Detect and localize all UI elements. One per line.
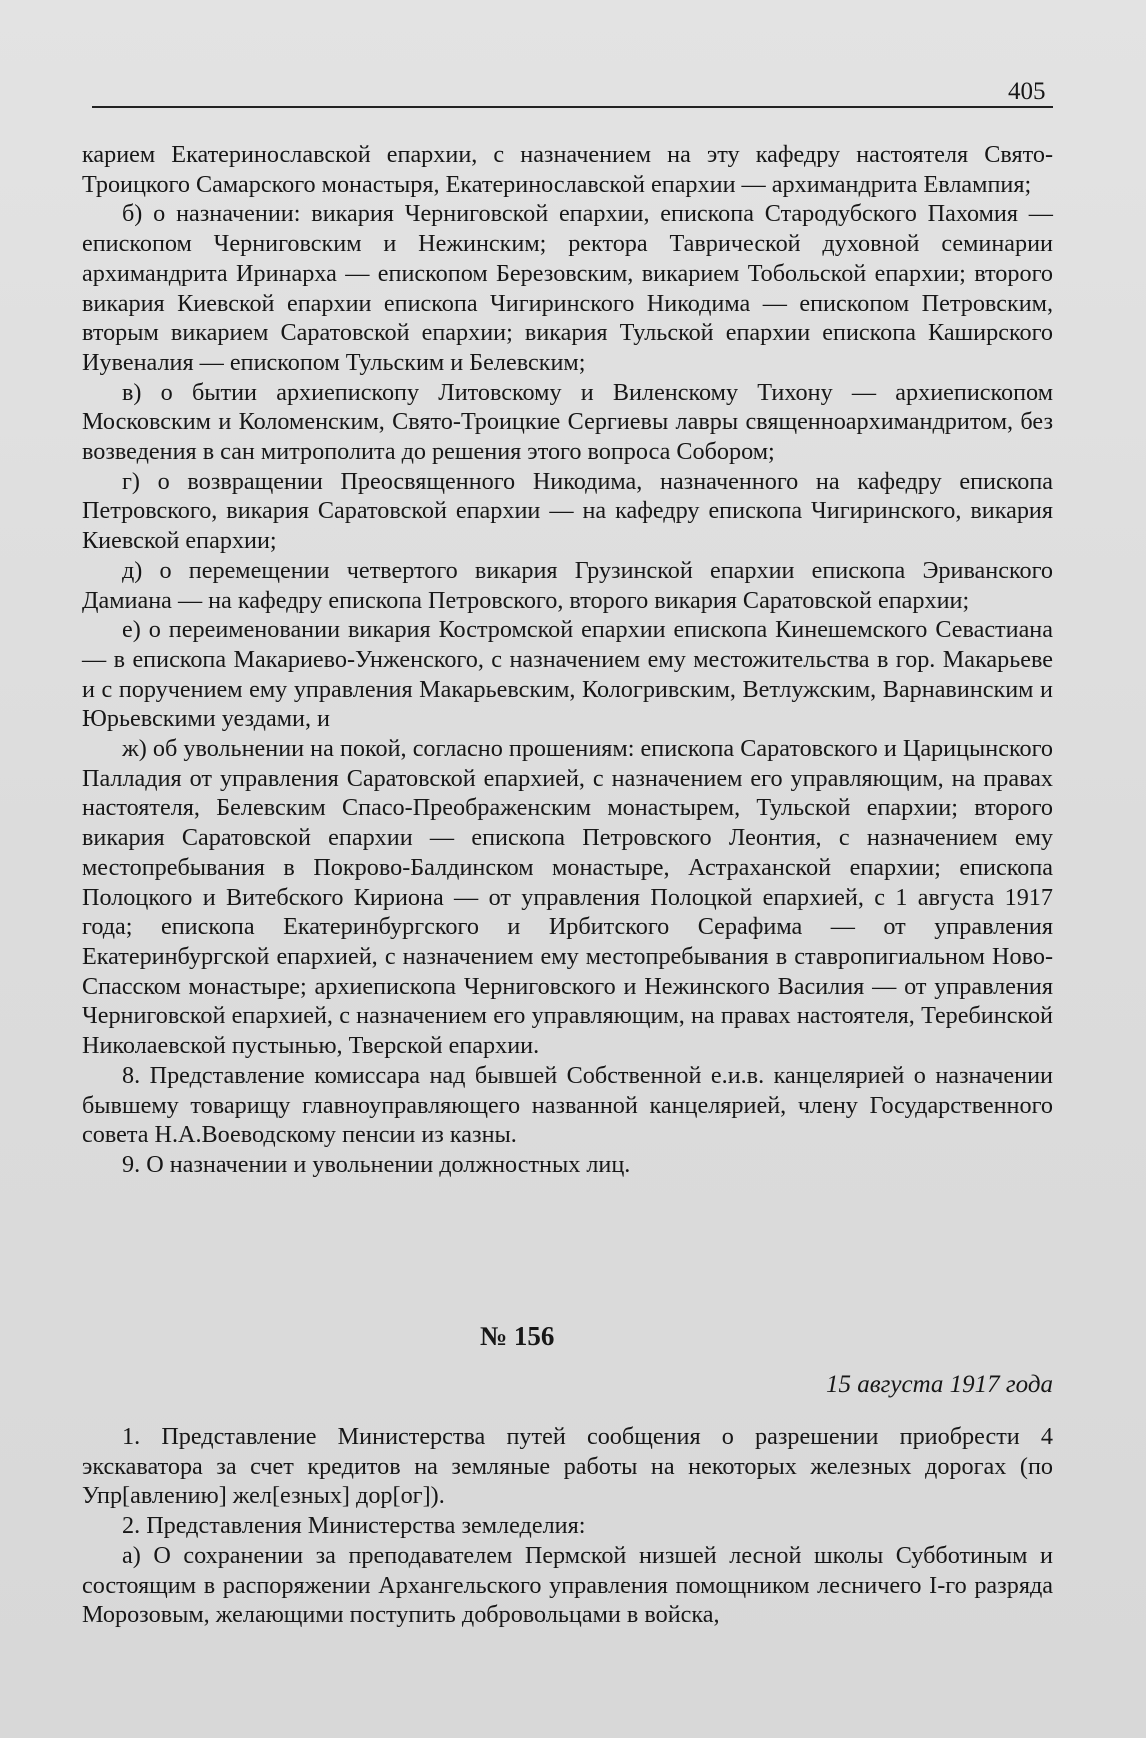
paragraph-continuation: карием Екатеринославской епархии, с назначением на эту кафедру настоятеля Свято-Троицкого Самарского монастыря, Екатеринославской епархии — архимандрита Евлампия;: [82, 141, 1053, 198]
paragraph-item-g: г) о возвращении Преосвященного Никодима, назначенного на кафедру епископа Петровского, викария Саратовской епархии — на кафедру епископа Чигиринского, викария Киевской епархии;: [82, 467, 1053, 555]
document-date: 15 августа 1917 года: [826, 1371, 1053, 1398]
document-number-heading: № 156: [480, 1321, 555, 1351]
paragraph-item-1: 1. Представление Министерства путей сообщения о разрешении приобрести 4 экскаватора за счет кредитов на земляные работы на некоторых железных дорогах (по Упр[авлению] жел[езных] дор[ог]).: [82, 1423, 1053, 1510]
body-text-2: [82, 1422, 1053, 1630]
paragraph-item-8: 8. Представление комиссара над бывшей Собственной е.и.в. канцелярией о назначении бывшему товарищу главноуправляющего названной канцелярией, члену Государственного совета Н.А.Воеводскому пенсии из казны.: [82, 1061, 1053, 1149]
paragraph-item-zh: ж) об увольнении на покой, согласно прошениям: епископа Саратовского и Царицынского Палладия от управления Саратовской епархией, с назначением его управляющим, на правах настоятеля, Белевским Спасо-Преображенским монастырем, Тульской епархии; второго викария Саратовской епархии — епископа Петровского Леонтия, с назначением ему местопребывания в Покрово-Балдинском монастыре, Астраханской епархии; епископа Полоцкого и Витебского Кириона — от управления Полоцкой епархией, с 1 августа 1917 года; епископа Екатеринбургского и Ирбитского Серафима — от управления Екатеринбургской епархией, с назначением ему местопребывания в ставропигиальном Ново-Спасском монастыре; архиепископа Черниговского и Нежинского Василия — от управления Черниговской епархией, с назначением его управляющим, на правах настоятеля, Теребинской Николаевской пустынью, Тверской епархии.: [82, 735, 1053, 1060]
paragraph-item-2a: а) О сохранении за преподавателем Пермской низшей лесной школы Субботиным и состоящим в распоряжении Архангельского управления помощником лесничего I-го разряда Морозовым, желающими поступить добровольцами в войска,: [82, 1541, 1053, 1629]
page-number: 405: [1008, 78, 1046, 105]
paragraph-item-b: б) о назначении: викария Черниговской епархии, епископа Стародубского Пахомия — епископом Черниговским и Нежинским; ректора Таврической духовной семинарии архимандрита Иринарха — епископом Березовским, викарием Тобольской епархии; второго викария Киевской епархии епископа Чигиринского Никодима — епископом Петровским, вторым викарием Саратовской епархии; викария Тульской епархии епископа Каширского Иувеналия — епископом Тульским и Белевским;: [82, 200, 1053, 376]
paragraph-item-d: д) о перемещении четвертого викария Грузинской епархии епископа Эриванского Дамиана — на кафедру епископа Петровского, второго викария Саратовской епархии;: [82, 556, 1053, 614]
header-rule: [92, 106, 1053, 108]
paragraph-item-9: 9. О назначении и увольнении должностных лиц.: [122, 1150, 631, 1178]
paragraph-item-v: в) о бытии архиепископу Литовскому и Виленскому Тихону — архиепископом Московским и Коломенским, Свято-Троицкие Сергиевы лавры священноархимандритом, без возведения в сан митрополита до решения этого вопроса Собором;: [82, 378, 1053, 466]
body-text: [82, 140, 1053, 1180]
paragraph-item-e: е) о переименовании викария Костромской епархии епископа Кинешемского Севастиана — в епископа Макариево-Унженского, с назначением ему местожительства в гор. Макарьеве и с поручением ему управления Макарьевским, Кологривским, Ветлужским, Варнавинским и Юрьевскими уездами, и: [82, 616, 1053, 733]
paragraph-item-2: 2. Представления Министерства земледелия:: [122, 1512, 586, 1540]
